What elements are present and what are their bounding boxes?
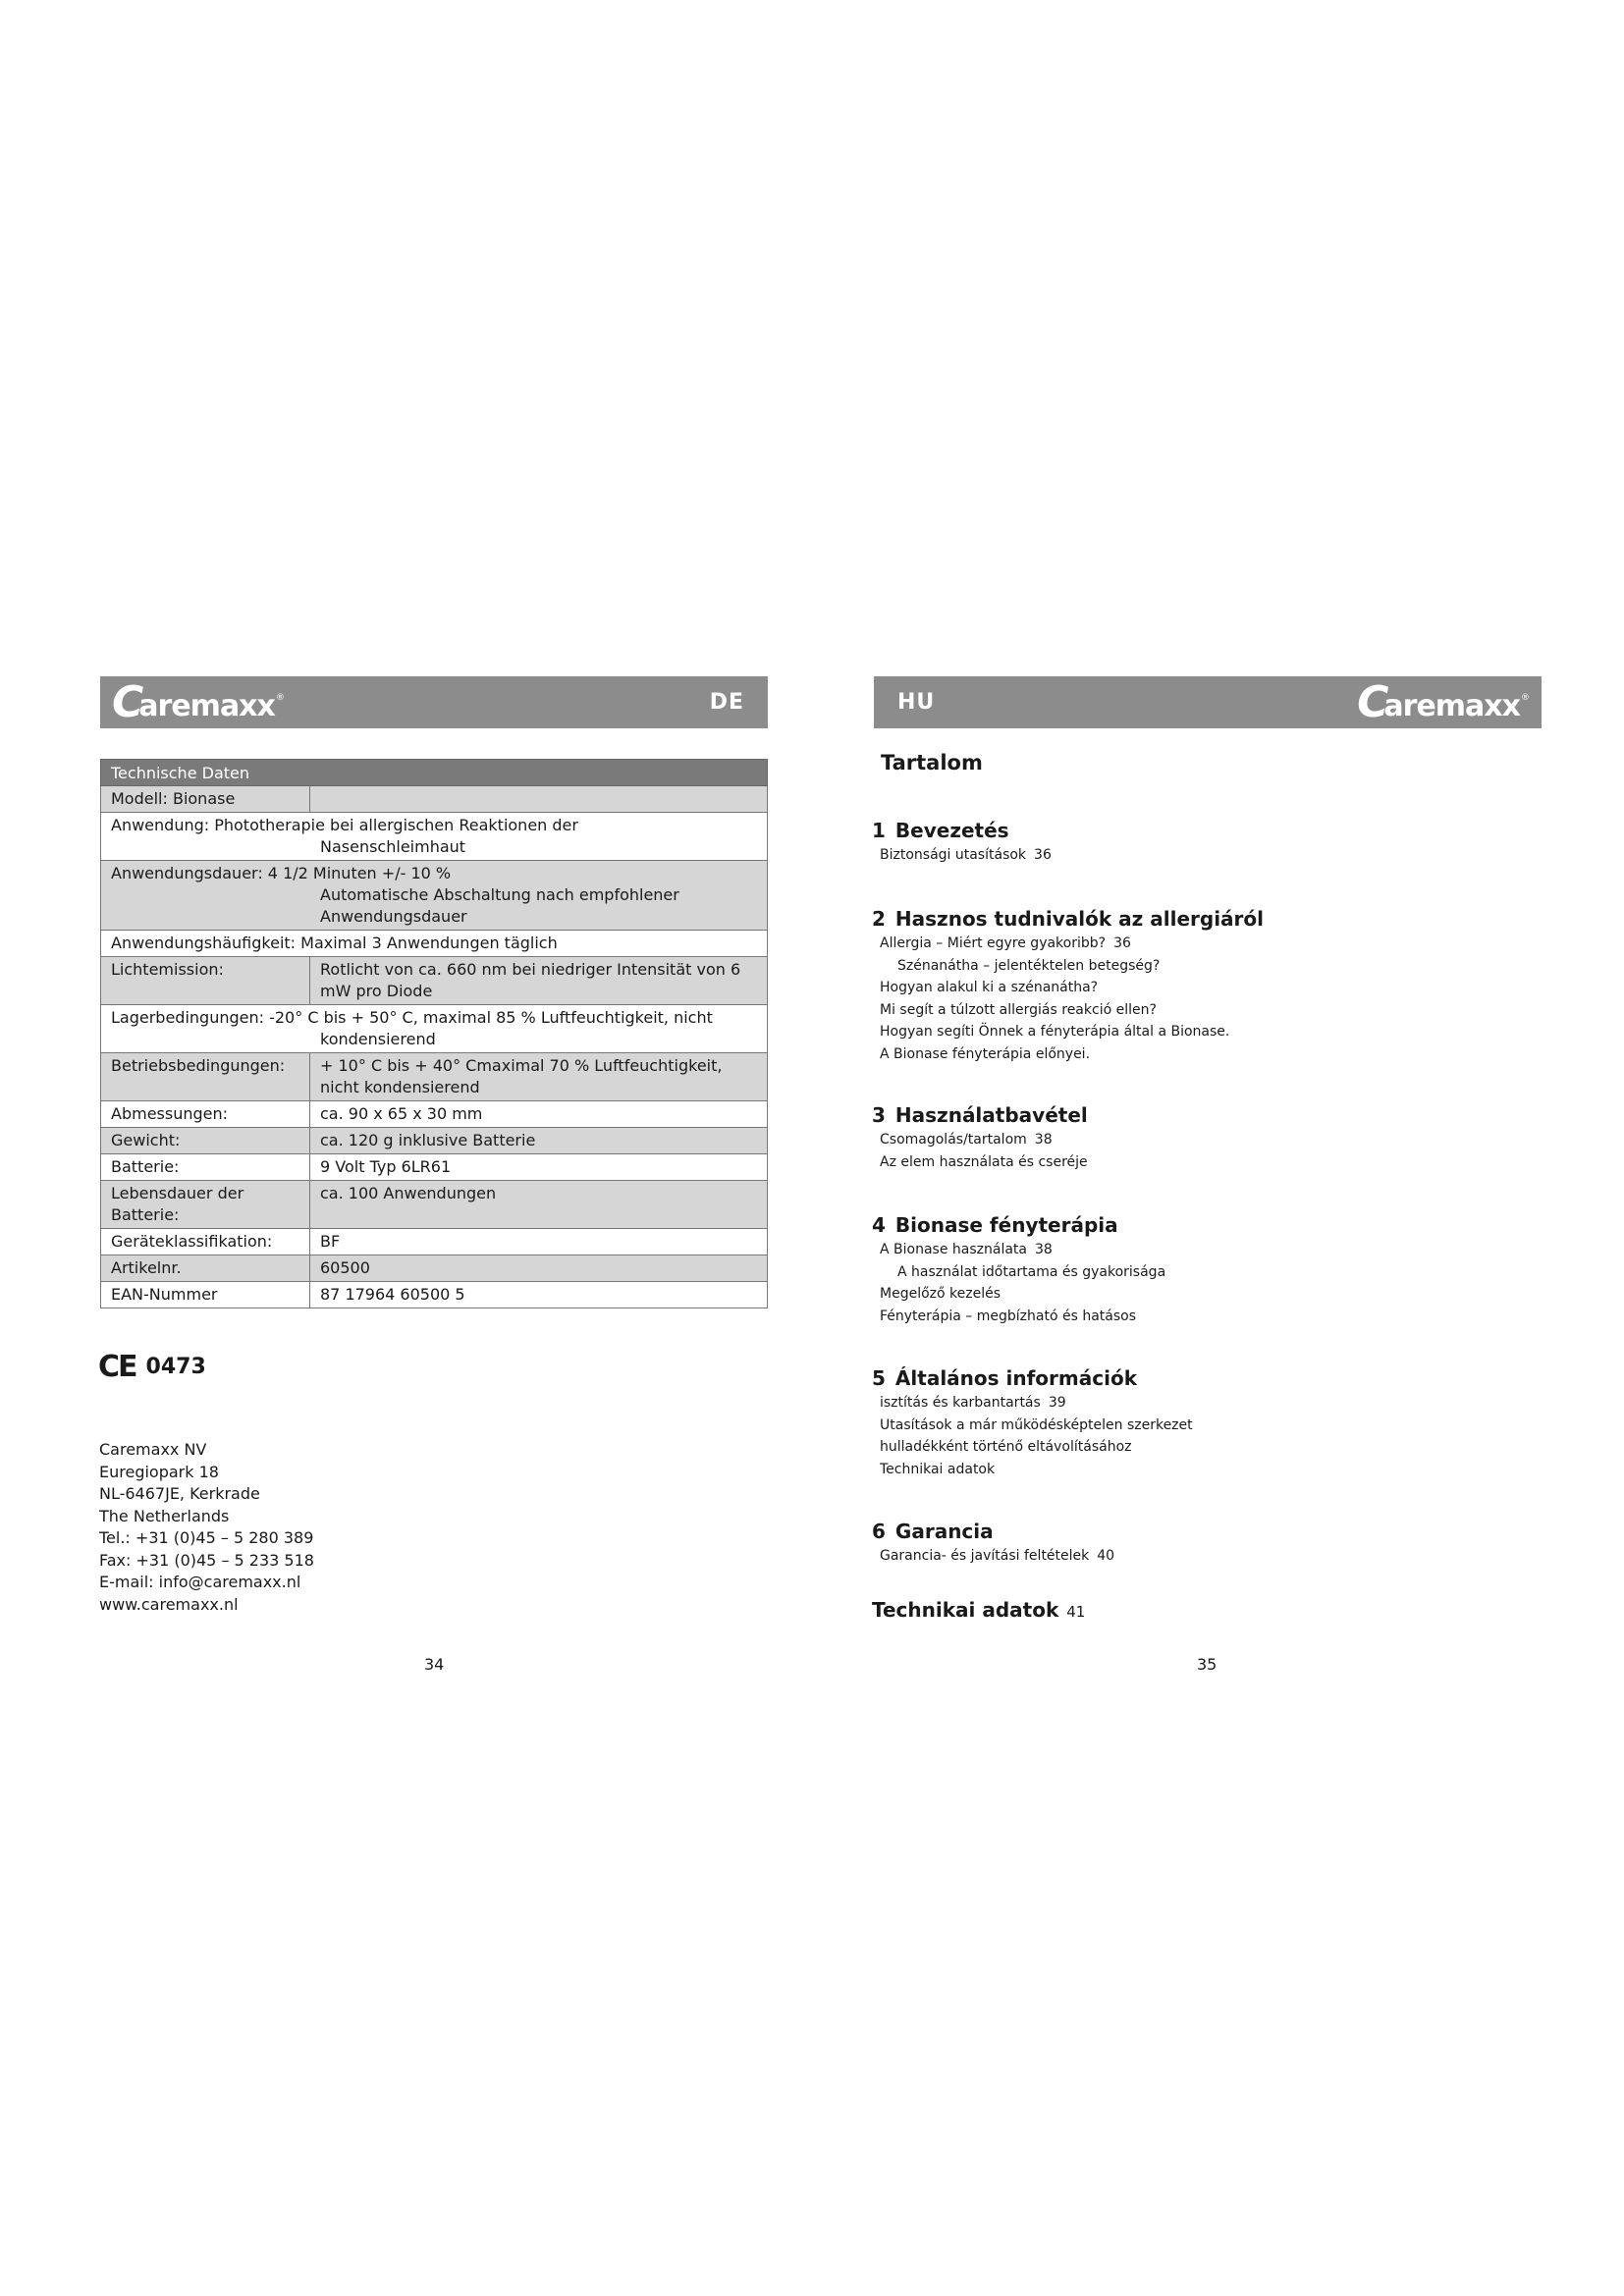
page-number: 34 xyxy=(424,1655,445,1674)
logo-initial: C xyxy=(1357,676,1387,727)
table-row: Modell: Bionase xyxy=(101,786,768,813)
right-page xyxy=(812,0,1624,2296)
toc-item[interactable]: Csomagolás/tartalom 38 xyxy=(880,1132,1053,1148)
table-title: Technische Daten xyxy=(101,760,768,786)
table-row: Anwendungshäufigkeit: Maximal 3 Anwendungen täglich xyxy=(101,931,768,957)
toc-item[interactable]: Biztonsági utasítások 36 xyxy=(880,847,1052,863)
toc-item[interactable]: Mi segít a túlzott allergiás reakció ellen? xyxy=(880,1001,1157,1018)
toc-section: 2 Hasznos tudnivalók az allergiáról Allergia – Miért egyre gyakoribb? 36 Szénanátha – jelentéktelen betegség? Hogyan alakul ki a szénanátha? Mi segít a túlzott allergiás reakció ellen? Hogyan segíti Önnek a fényterápia által a Bionase. A Bionase fényterápia előnyei. xyxy=(872,905,1264,1065)
toc-item[interactable]: Allergia – Miért egyre gyakoribb? 36 xyxy=(880,935,1131,951)
table-row: Lebensdauer der Batterie: ca. 100 Anwendungen xyxy=(101,1181,768,1229)
table-row: Anwendung: Phototherapie bei allergischen Reaktionen der Nasenschleimhaut xyxy=(101,813,768,861)
ce-number: 0473 xyxy=(145,1355,206,1379)
page-header xyxy=(100,676,768,728)
toc-item[interactable]: isztítás és karbantartás 39 xyxy=(880,1395,1066,1411)
logo-wordmark: aremaxx xyxy=(1383,688,1520,723)
toc-item[interactable]: Technikai adatok xyxy=(880,1461,996,1477)
company-address: Caremaxx NV Euregiopark 18 NL-6467JE, Kerkrade The Netherlands Tel.: +31 (0)45 – 5 280 389 Fax: +31 (0)45 – 5 233 518 E-mail: info@caremaxx.nl www.caremaxx.nl xyxy=(99,1440,314,1614)
table-row: Abmessungen: ca. 90 x 65 x 30 mm xyxy=(101,1101,768,1128)
table-row: Artikelnr. 60500 xyxy=(101,1255,768,1282)
toc-item[interactable]: Garancia- és javítási feltételek 40 xyxy=(880,1548,1115,1564)
language-code: DE xyxy=(709,690,744,715)
ce-mark xyxy=(98,1350,206,1384)
technical-data-table xyxy=(100,759,768,1308)
toc-section: 5 Általános információk isztítás és karbantartás 39 Utasítások a már működésképtelen szerkezet hulladékként történő eltávolításához Technikai adatok xyxy=(872,1364,1193,1480)
toc-item[interactable]: hulladékként történő eltávolításához xyxy=(880,1439,1132,1455)
table-row: EAN-Nummer 87 17964 60500 5 xyxy=(101,1282,768,1308)
toc-final-entry[interactable]: Technikai adatok 41 xyxy=(872,1598,1086,1622)
table-row: Lagerbedingungen: -20° C bis + 50° C, maximal 85 % Luftfeuchtigkeit, nicht kondensierend xyxy=(101,1005,768,1053)
logo-initial: C xyxy=(112,676,142,727)
toc-section: 4 Bionase fényterápia A Bionase használata 38 A használat időtartama és gyakorisága Megelőző kezelés Fényterápia – megbízható és hatásos xyxy=(872,1211,1165,1327)
toc-section: 1 Bevezetés Biztonsági utasítások 36 xyxy=(872,817,1052,867)
toc-item[interactable]: Fényterápia – megbízható és hatásos xyxy=(880,1308,1137,1324)
toc-item[interactable]: A Bionase fényterápia előnyei. xyxy=(880,1045,1091,1062)
table-row: Gewicht: ca. 120 g inklusive Batterie xyxy=(101,1128,768,1154)
toc-item[interactable]: Hogyan segíti Önnek a fényterápia által a Bionase. xyxy=(880,1024,1230,1040)
toc-title: Tartalom xyxy=(881,751,983,774)
table-row: Betriebsbedingungen: + 10° C bis + 40° Cmaximal 70 % Luftfeuchtigkeit, nicht kondensierend xyxy=(101,1053,768,1101)
brand-logo: C aremaxx ® xyxy=(1357,676,1530,727)
toc-item[interactable]: Szénanátha – jelentéktelen betegség? xyxy=(897,957,1161,974)
table-row: Anwendungsdauer: 4 1/2 Minuten +/- 10 % Automatische Abschaltung nach empfohlener Anwendungsdauer xyxy=(101,861,768,931)
table-row: Batterie: 9 Volt Typ 6LR61 xyxy=(101,1154,768,1181)
toc-item[interactable]: Az elem használata és cseréje xyxy=(880,1153,1088,1170)
ce-icon: CE xyxy=(98,1350,136,1384)
toc-item[interactable]: Megelőző kezelés xyxy=(880,1286,1001,1302)
brand-logo: C aremaxx ® xyxy=(112,676,285,727)
toc-item[interactable]: A használat időtartama és gyakorisága xyxy=(897,1263,1166,1280)
page-number: 35 xyxy=(1197,1655,1218,1674)
toc-item[interactable]: Hogyan alakul ki a szénanátha? xyxy=(880,980,1099,995)
page-header xyxy=(874,676,1542,728)
toc-item[interactable]: A Bionase használata 38 xyxy=(880,1242,1053,1257)
toc-item[interactable]: Utasítások a már működésképtelen szerkezet xyxy=(880,1416,1193,1433)
toc-section: 3 Használatbavétel Csomagolás/tartalom 38 Az elem használata és cseréje xyxy=(872,1101,1088,1173)
toc-section: 6 Garancia Garancia- és javítási feltételek 40 xyxy=(872,1518,1114,1568)
logo-wordmark: aremaxx xyxy=(138,688,275,723)
language-code: HU xyxy=(897,690,936,715)
table-row: Lichtemission: Rotlicht von ca. 660 nm bei niedriger Intensität von 6 mW pro Diode xyxy=(101,957,768,1005)
table-row: Geräteklassifikation: BF xyxy=(101,1229,768,1255)
